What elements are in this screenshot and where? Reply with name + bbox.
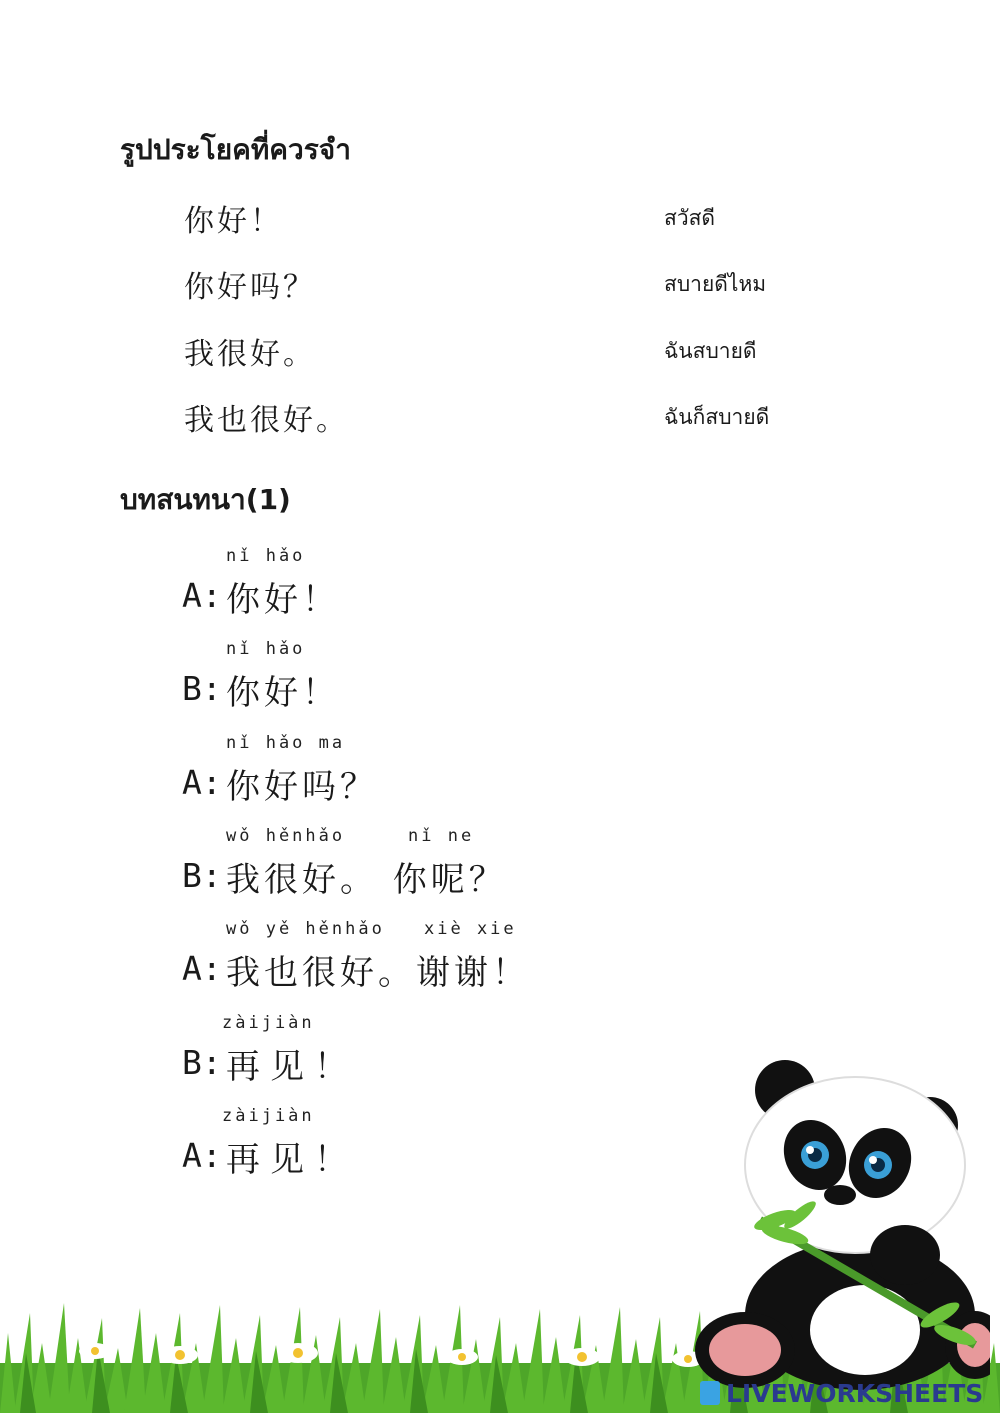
section-title-dialogue: บทสนทนา(1) <box>120 483 291 516</box>
pinyin: zàijiàn <box>222 1013 315 1033</box>
dialogue-text: 再见！ <box>226 1047 358 1087</box>
phrase-thai: ฉันก็สบายดี <box>664 405 770 429</box>
dialogue-text: 你好！ <box>226 673 340 713</box>
pinyin: nǐ hǎo <box>226 546 306 566</box>
dialogue-line <box>182 733 682 813</box>
pinyin: wǒ hěnhǎo <box>226 826 346 846</box>
pinyin: wǒ yě hěnhǎo <box>226 919 385 939</box>
pinyin: zàijiàn <box>222 1106 315 1126</box>
pinyin: nǐ hǎo ma <box>226 733 346 753</box>
speaker-label: A: <box>182 763 222 802</box>
phrase-row <box>184 329 804 373</box>
speaker-label: B: <box>182 1043 222 1082</box>
speaker-label: A: <box>182 1136 222 1175</box>
dialogue-line <box>182 639 682 719</box>
logo-badge-icon <box>700 1381 720 1405</box>
dialogue-text: 你好吗？ <box>226 767 378 807</box>
section-title-phrases: รูปประโยคที่ควรจำ <box>120 133 351 166</box>
pinyin: xiè xie <box>424 919 517 939</box>
phrase-thai: ฉันสบายดี <box>664 339 757 363</box>
phrase-row <box>184 395 804 439</box>
logo-text: LIVEWORKSHEETS <box>726 1379 984 1408</box>
phrase-chinese: 我也很好。 <box>184 403 349 438</box>
phrase-chinese: 我很好。 <box>184 337 316 372</box>
dialogue-text: 我很好。 你呢？ <box>226 860 507 900</box>
phrase-chinese: 你好吗？ <box>184 270 316 305</box>
speaker-label: B: <box>182 856 222 895</box>
dialogue-text: 我也很好。谢谢！ <box>226 953 530 993</box>
pinyin: nǐ ne <box>408 826 475 846</box>
pinyin: nǐ hǎo <box>226 639 306 659</box>
dialogue-line <box>182 919 682 999</box>
phrase-chinese: 你好！ <box>184 204 283 239</box>
dialogue-text: 再见！ <box>226 1140 358 1180</box>
phrase-row <box>184 196 804 240</box>
dialogue-line <box>182 1106 682 1186</box>
phrase-thai: สวัสดี <box>664 206 716 230</box>
dialogue-line <box>182 1013 682 1093</box>
phrase-row <box>184 262 804 306</box>
dialogue-text: 你好！ <box>226 580 340 620</box>
panda-illustration <box>690 1045 990 1390</box>
dialogue-line <box>182 546 682 626</box>
speaker-label: A: <box>182 949 222 988</box>
speaker-label: A: <box>182 576 222 615</box>
speaker-label: B: <box>182 669 222 708</box>
phrase-thai: สบายดีไหม <box>664 272 767 296</box>
liveworksheets-logo <box>700 1378 995 1408</box>
dialogue-line <box>182 826 682 906</box>
